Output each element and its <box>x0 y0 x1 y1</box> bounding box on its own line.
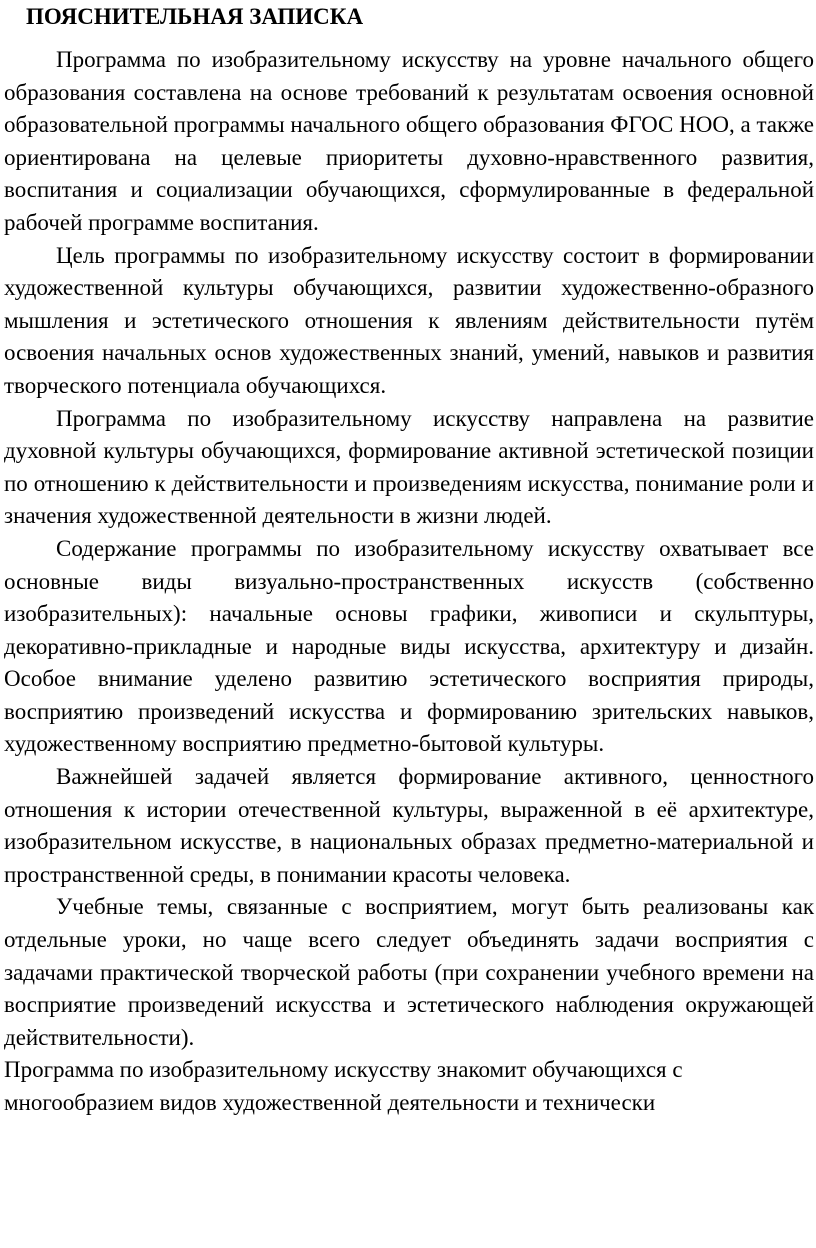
document-title: ПОЯСНИТЕЛЬНАЯ ЗАПИСКА <box>26 4 364 29</box>
paragraph-1: Программа по изобразительному искусству на уровне начального общего образования составлена на основе требований к результатам освоения основной образовательной программы начального общего образования ФГОС НОО, а также ориентирована на целевые приоритеты духовно-нравственного развития, воспитания и социализации обучающихся, сформулированные в федеральной рабочей программе воспитания. <box>4 47 814 235</box>
paragraph-3: Программа по изобразительному искусству направлена на развитие духовной культуры обучающихся, формирование активной эстетической позиции по отношению к действительности и произведениям искусства, понимание роли и значения художественной деятельности в жизни людей. <box>4 405 814 529</box>
paragraph-4: Содержание программы по изобразительному искусству охватывает все основные виды визуально-пространственных искусств (собственно изобразительных): начальные основы графики, живописи и скульптуры, декоративно-прикладные и народные виды искусства, архитектуру и дизайн. Особое внимание уделено развитию эстетического восприятия природы, восприятию произведений искусства и формированию зрительских навыков, художественному восприятию предметно-бытовой культуры. <box>4 535 814 757</box>
paragraph-7: Программа по изобразительному искусству знакомит обучающихся с многообразием видов художественной деятельности и технически <box>4 1057 683 1115</box>
paragraph-6: Учебные темы, связанные с восприятием, могут быть реализованы как отдельные уроки, но чаще всего следует объединять задачи восприятия с задачами практической творческой работы (при сохранении учебного времени на восприятие произведений искусства и эстетического наблюдения окружающей действительности). <box>4 894 814 1050</box>
paragraph-2: Цель программы по изобразительному искусству состоит в формировании художественной культуры обучающихся, развитии художественно-образного мышления и эстетического отношения к явлениям действительности путём освоения начальных основ художественных знаний, умений, навыков и развития творческого потенциала обучающихся. <box>4 242 814 398</box>
paragraph-5: Важнейшей задачей является формирование активного, ценностного отношения к истории отечественной культуры, выраженной в её архитектуре, изобразительном искусстве, в национальных образах предметно-материальной и пространственной среды, в понимании красоты человека. <box>4 764 814 887</box>
